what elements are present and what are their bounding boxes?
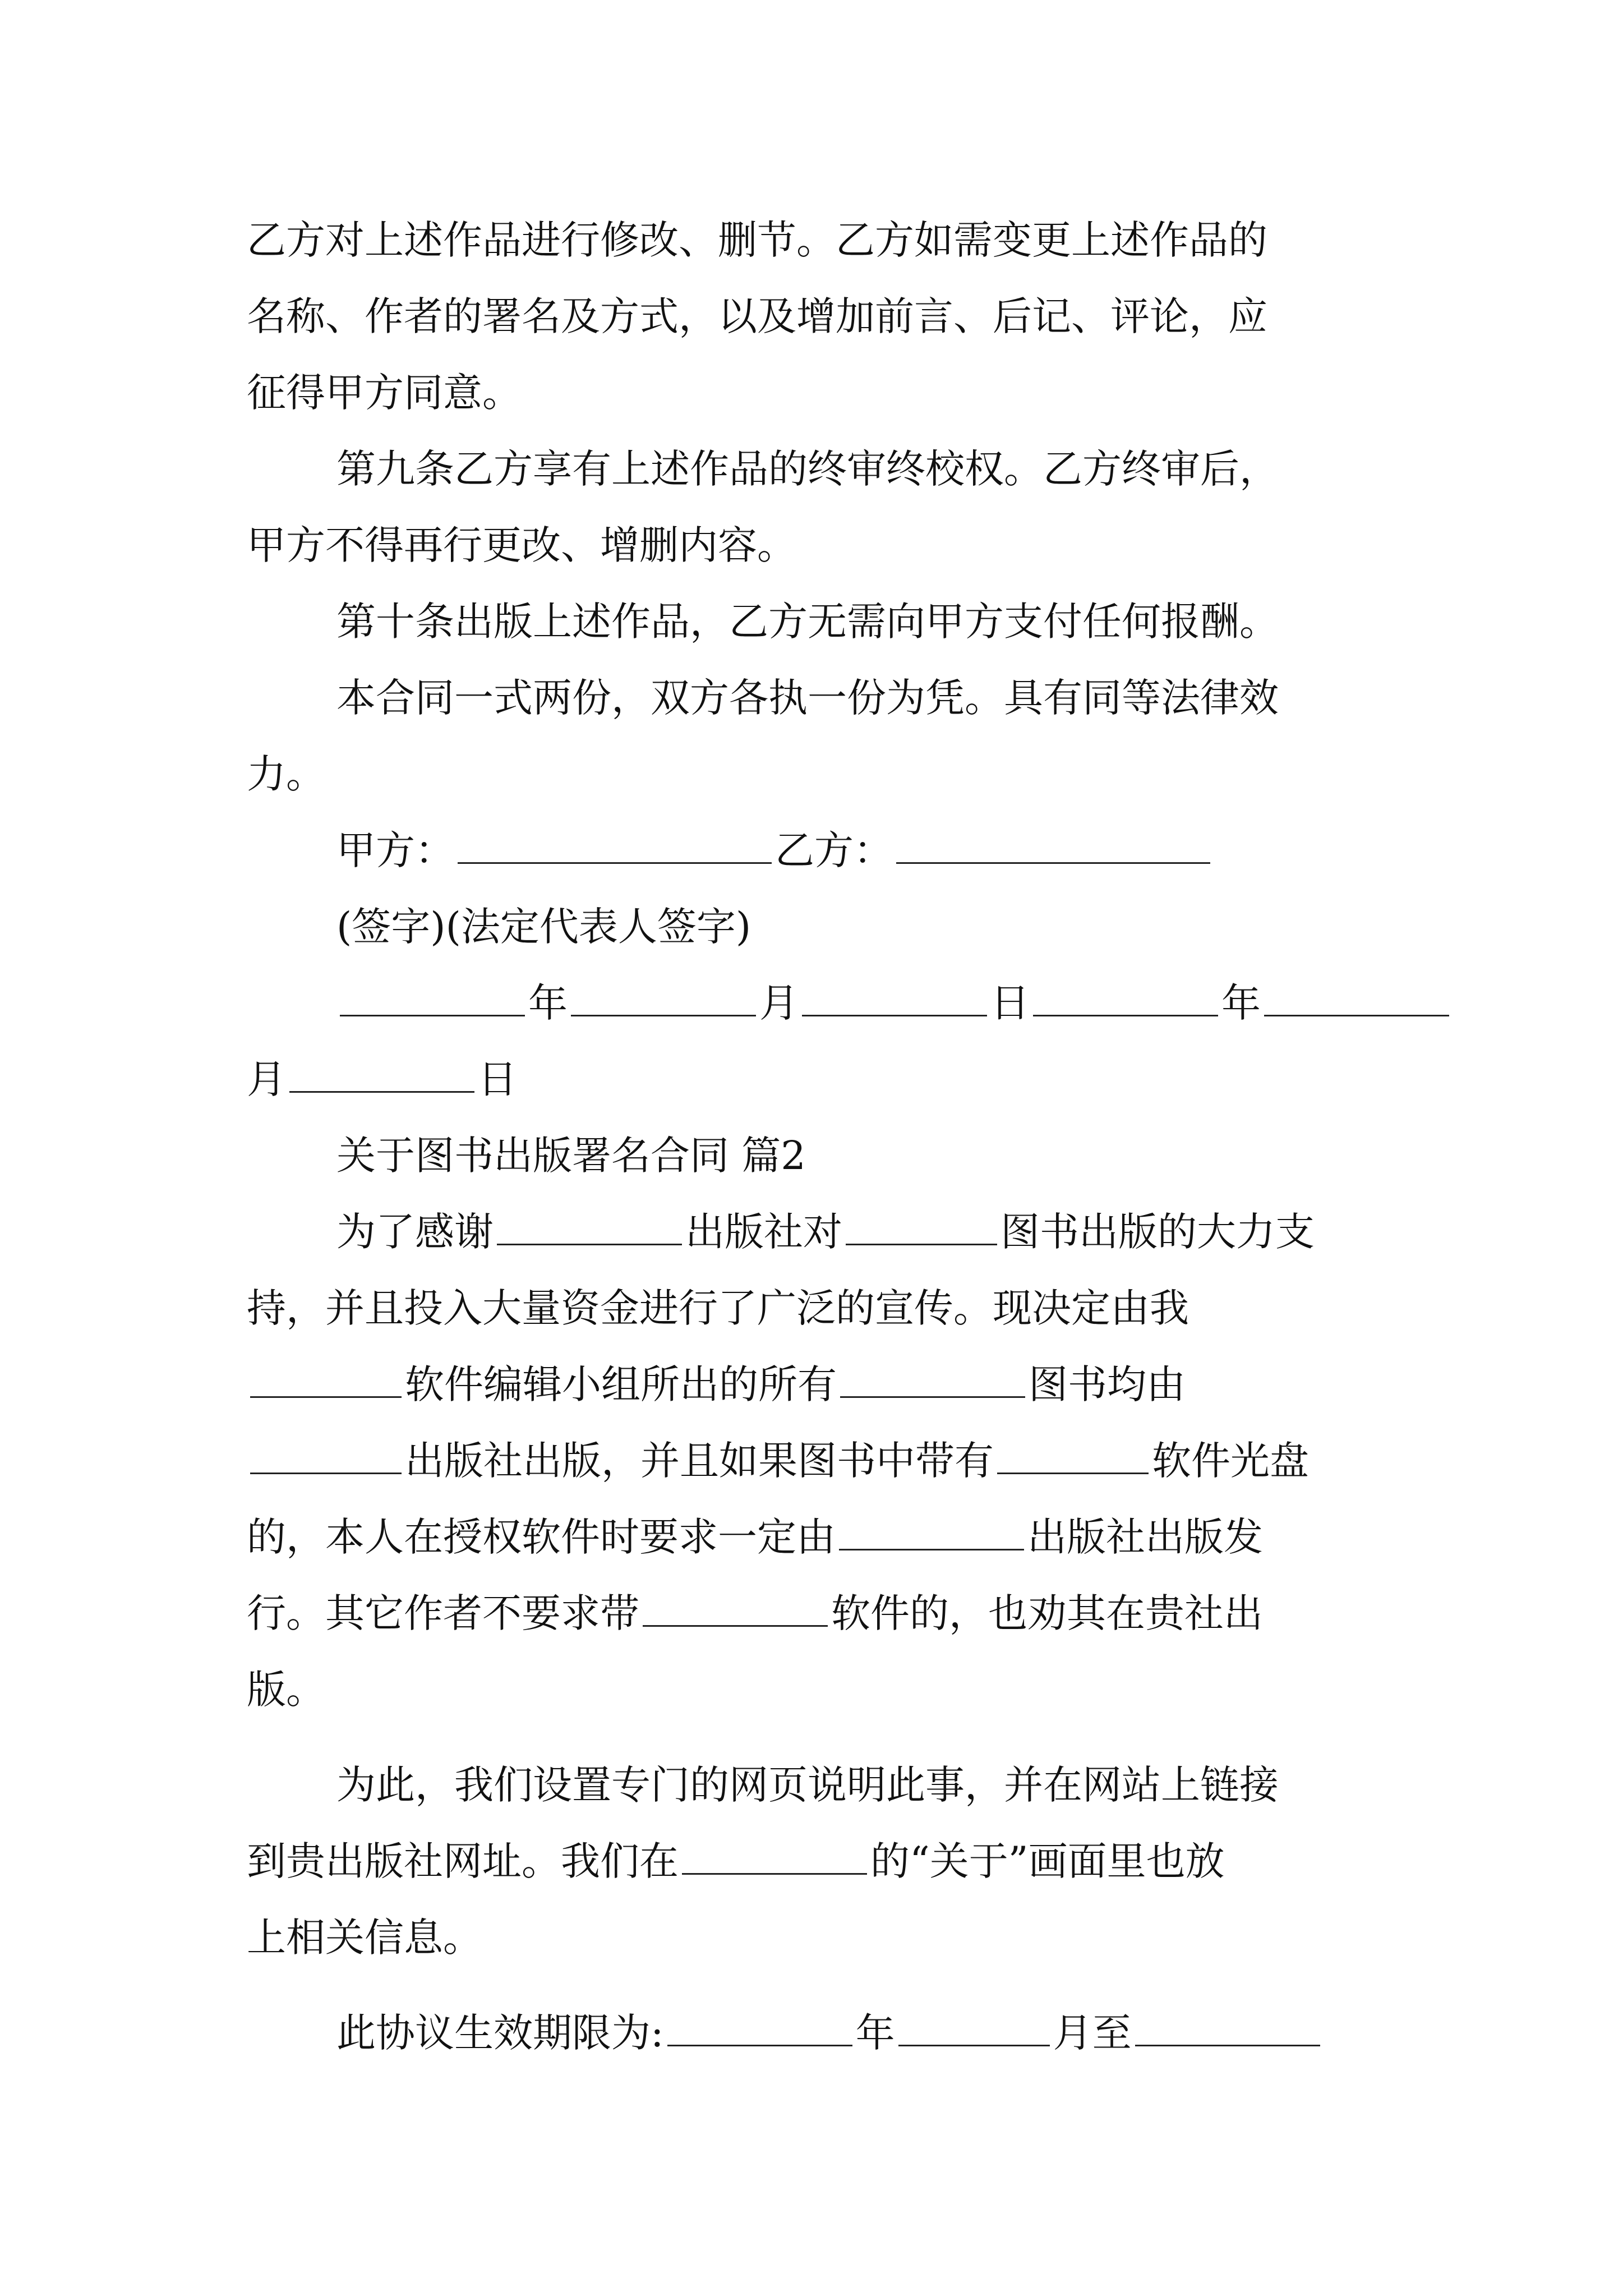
document-page [247, 202, 1385, 2071]
blank[interactable] [839, 1516, 1024, 1550]
blank[interactable] [250, 1440, 402, 1474]
paragraph-line: 软件编辑小组所出的所有 图书均由 [247, 1346, 1385, 1423]
party-a-label: 甲方： [336, 827, 454, 873]
party-b-blank[interactable] [896, 830, 1210, 864]
date-line: 年 月 日 年 [247, 965, 1385, 1041]
blank[interactable] [250, 1364, 402, 1398]
validity-line: 此协议生效期限为: 年 月至 [247, 1995, 1385, 2071]
article-10-line: 第十条出版上述作品，乙方无需向甲方支付任何报酬。 [336, 599, 1279, 645]
text: 征得甲方同意。 [247, 370, 522, 416]
year-blank[interactable] [340, 982, 525, 1016]
text-line [247, 355, 1385, 431]
year-blank[interactable] [667, 2012, 852, 2046]
party-b-label: 乙方： [775, 827, 893, 873]
blank[interactable] [840, 1364, 1025, 1398]
date-line-cont: 月 日 [247, 1056, 517, 1102]
blank[interactable] [643, 1593, 828, 1627]
month-blank[interactable] [898, 2012, 1050, 2046]
blank[interactable] [846, 1211, 997, 1245]
blank[interactable] [997, 1440, 1149, 1474]
article-9-line: 第九条乙方享有上述作品的终审终校权。乙方终审后， [336, 446, 1279, 492]
paragraph-line: 上相关信息。 [247, 1915, 482, 1961]
text-line [247, 202, 1385, 278]
blank[interactable] [1135, 2012, 1320, 2046]
text-line: 力。 [247, 751, 325, 797]
paragraph-line: 版。 [247, 1667, 325, 1713]
text-line [247, 278, 1385, 355]
signature-note: (签字)(法定代表人签字) [336, 904, 751, 950]
paragraph-line: 到贵出版社网址。我们在 的“关于”画面里也放 [247, 1838, 1225, 1884]
paragraph-line: 出版社出版，并且如果图书中带有 软件光盘 [247, 1423, 1385, 1499]
signature-parties-line [247, 812, 1385, 889]
copies-line: 本合同一式两份，双方各执一份为凭。具有同等法律效 [336, 675, 1279, 721]
blank[interactable] [682, 1841, 867, 1875]
month-blank[interactable] [571, 982, 756, 1016]
day-blank[interactable] [802, 982, 987, 1016]
paragraph-line: 为了感谢 出版社对 图书出版的大力支 [336, 1209, 1315, 1255]
month-blank[interactable] [1264, 982, 1449, 1016]
blank[interactable] [497, 1211, 682, 1245]
party-a-blank[interactable] [458, 830, 772, 864]
text: 名称、作者的署名及方式，以及增加前言、后记、评论，应 [247, 293, 1267, 339]
paragraph-line: 为此，我们设置专门的网页说明此事，并在网站上链接 [336, 1762, 1279, 1808]
paragraph-line: 持，并且投入大量资金进行了广泛的宣传。现决定由我 [247, 1285, 1189, 1331]
paragraph-line: 的，本人在授权软件时要求一定由 出版社出版发 [247, 1514, 1263, 1560]
day-blank[interactable] [289, 1059, 474, 1093]
text-line: 甲方不得再行更改、增删内容。 [247, 522, 796, 568]
text: 乙方对上述作品进行修改、删节。乙方如需变更上述作品的 [247, 217, 1267, 263]
section-heading: 关于图书出版署名合同 篇2 [336, 1133, 806, 1179]
year-blank[interactable] [1033, 982, 1218, 1016]
paragraph-line: 行。其它作者不要求带 软件的，也劝其在贵社出 [247, 1590, 1263, 1636]
